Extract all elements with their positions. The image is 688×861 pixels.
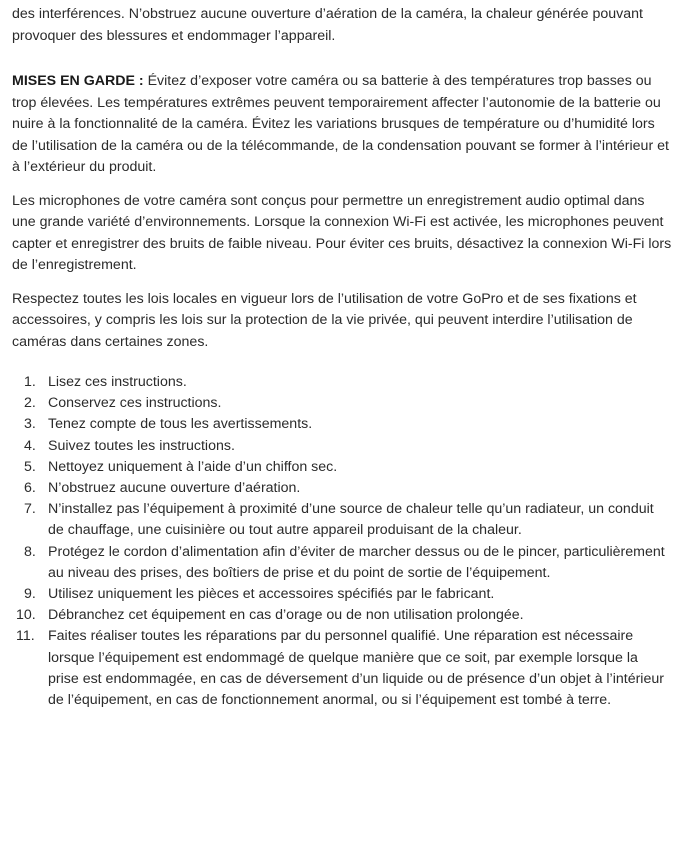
list-item-text: Faites réaliser toutes les réparations par du personnel qualifié. Une réparation est nécessaire lorsque l’équipement est endommagé de quelque manière que ce soit, par exemple lorsque la prise est endommagée, en cas de déversement d’un liquide ou de présence d’un objet à l’intérieur de l’équipement, en cas de fonctionnement anormal, ou si l’équipement est tombé à terre. (48, 628, 664, 709)
list-item (12, 393, 672, 414)
intro-paragraph: des interférences. N’obstruez aucune ouverture d’aération de la caméra, la chaleur générée pouvant provoquer des blessures et endommager l’appareil. (12, 6, 643, 44)
list-item (12, 499, 672, 541)
list-item (12, 457, 672, 478)
list-item-number: 5. (24, 458, 36, 475)
list-item-text: Utilisez uniquement les pièces et accessoires spécifiés par le fabricant. (48, 586, 495, 603)
list-item-text: Nettoyez uniquement à l’aide d’un chiffon sec. (48, 458, 338, 475)
list-item (12, 584, 672, 605)
list-item-text: Lisez ces instructions. (48, 374, 187, 390)
list-item-number: 2. (24, 395, 36, 412)
list-item (12, 542, 672, 584)
list-item-text: Protégez le cordon d’alimentation afin d’éviter de marcher dessus ou de le pincer, particulièrement au niveau des prises, des boîtiers de prise et du point de sortie de l’équipement. (48, 543, 665, 581)
list-item-text: Suivez toutes les instructions. (48, 437, 235, 454)
list-item-text: N’installez pas l’équipement à proximité d’une source de chaleur telle qu’un radiateur, un conduit de chauffage, une cuisinière ou tout autre appareil produisant de la chaleur. (48, 501, 654, 539)
warning-label: MISES EN GARDE : (12, 73, 144, 89)
list-item (12, 436, 672, 457)
list-item-number: 3. (24, 416, 36, 433)
list-item-text: Débranchez cet équipement en cas d’orage ou de non utilisation prolongée. (48, 607, 524, 624)
document-page (0, 4, 688, 861)
list-item-number: 11. (16, 628, 35, 645)
list-item-number: 4. (24, 437, 36, 454)
list-item (12, 414, 672, 435)
warning-text: Évitez d’exposer votre caméra ou sa batterie à des températures trop basses ou trop élevées. Les températures extrêmes peuvent temporairement affecter l’autonomie de la batterie ou nuire à la fonctionnalité de la caméra. Évitez les variations brusques de température ou d’humidité lors de l’utilisation de la caméra ou de la télécommande, de la condensation pouvant se former à l’intérieur et à l’extérieur du produit. (12, 73, 669, 175)
laws-paragraph: Respectez toutes les lois locales en vigueur lors de l’utilisation de votre GoPro et de ses fixations et accessoires, y compris les lois sur la protection de la vie privée, qui peuvent interdire l’utilisation de caméras dans certaines zones. (12, 290, 637, 350)
instructions-list (12, 372, 672, 711)
list-item-number: 9. (24, 586, 36, 603)
list-item-text: N’obstruez aucune ouverture d’aération. (48, 480, 301, 497)
microphones-paragraph: Les microphones de votre caméra sont conçus pour permettre un enregistrement audio optimal dans une grande variété d’environnements. Lorsque la connexion Wi-Fi est activée, les microphones peuvent capter et enregistrer des bruits de faible niveau. Pour éviter ces bruits, désactivez la connexion Wi-Fi lors de l’enregistrement. (12, 192, 672, 273)
list-item (12, 478, 672, 499)
list-item-text: Conservez ces instructions. (48, 395, 222, 412)
list-item (12, 605, 672, 626)
warning-paragraph (12, 71, 672, 179)
list-item-number: 10. (16, 607, 36, 624)
list-item (12, 372, 672, 393)
list-item-number: 8. (24, 543, 36, 560)
list-item-number: 7. (24, 501, 36, 518)
list-item (12, 626, 672, 711)
list-item-text: Tenez compte de tous les avertissements. (48, 416, 313, 433)
list-item-number: 1. (24, 374, 36, 390)
list-item-number: 6. (24, 480, 36, 497)
